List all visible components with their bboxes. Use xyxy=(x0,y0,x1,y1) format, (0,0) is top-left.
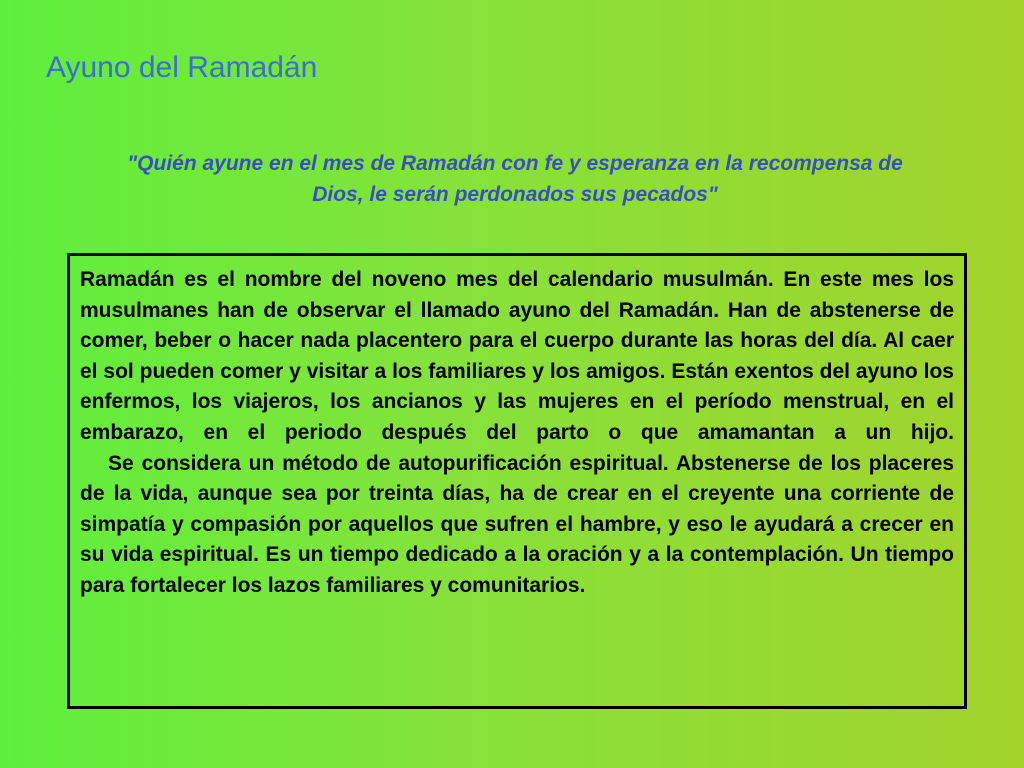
body-text-box xyxy=(67,253,967,709)
body-paragraph-1: Ramadán es el nombre del noveno mes del calendario musulmán. En este mes los musulmanes han de observar el llamado ayuno del Ramadán. Han de abstenerse de comer, beber o hacer nada placentero para el cuerpo durante las horas del día. Al caer el sol pueden comer y visitar a los familiares y los amigos. Están exentos del ayuno los enfermos, los viajeros, los ancianos y las mujeres en el período menstrual, en el embarazo, en el periodo después del parto o que amamantan a un hijo. xyxy=(80,268,954,444)
quote-text: "Quién ayune en el mes de Ramadán con fe y esperanza en la recompensa de Dios, le serán perdonados sus pecados" xyxy=(127,152,903,206)
body-paragraph-2: Se considera un método de autopurificación espiritual. Abstenerse de los placeres de la vida, aunque sea por treinta días, ha de crear en el creyente una corriente de simpatía y compasión por aquellos que sufren el hambre, y eso le ayudará a crecer en su vida espiritual. Es un tiempo dedicado a la oración y a la contemplación. Un tiempo para fortalecer los lazos familiares y comunitarios. xyxy=(80,451,954,597)
slide-title: Ayuno del Ramadán xyxy=(46,51,318,84)
